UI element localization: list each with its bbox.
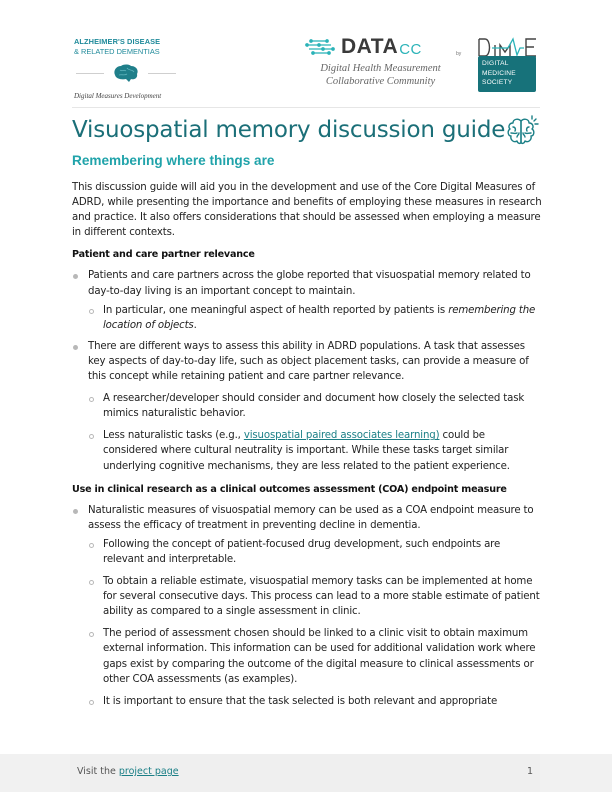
- intro-paragraph: This discussion guide will aid you in the development and use of the Core Digital Measures of ADRD, while presenting the importance and benefits of employing these measures in research and practice. It also offers considerations that should be assessed when employing a measure in different contexts.: [72, 182, 542, 239]
- emphasis-text: remembering the location of objects: [103, 304, 536, 331]
- list-item: To obtain a reliable estimate, visuospatial memory tasks can be implemented at home for several consecutive days. This process can lead to a more stable estimate of patient ability as compared to a single assessment in clinic.: [72, 574, 542, 619]
- hollow-bullet-icon: [89, 700, 94, 705]
- bullet-icon: [73, 345, 78, 350]
- bullet-icon: [73, 509, 78, 514]
- vpal-link[interactable]: visuospatial paired associates learning): [243, 430, 440, 442]
- clinical-research-list: [72, 503, 542, 709]
- hollow-bullet-icon: [89, 309, 94, 314]
- dime-badge: [478, 56, 536, 92]
- page-number: 1: [527, 766, 534, 777]
- divider: [76, 73, 104, 74]
- list-item: It is important to ensure that the task selected is both relevant and appropriate: [72, 694, 542, 709]
- project-page-link[interactable]: project page: [118, 766, 179, 777]
- hollow-bullet-icon: [89, 543, 94, 548]
- hollow-bullet-icon: [89, 580, 94, 585]
- page-title: Visuospatial memory discussion guide: [72, 117, 506, 143]
- adrd-logo-line2: & RELATED DEMENTIAS: [74, 47, 160, 56]
- dime-line1: DIGITAL: [482, 60, 509, 67]
- list-item: Less naturalistic tasks (e.g., visuospatial paired associates learning) could be considered where cultural neutrality is important. While these tasks target similar underlying cognitive mechanisms, they are less related to the patient experience.: [72, 428, 542, 473]
- list-item: Patients and care partners across the globe reported that visuospatial memory related to day-to-day living is an important concept to maintain. In particular, one meaningful aspect of health reported by patients is remembering the location of objects.: [72, 268, 542, 332]
- list-item: There are different ways to assess this ability in ADRD populations. A task that assesses key aspects of day-to-day life, such as object placement tasks, can provide a measure of this concept while retaining patient and care partner relevance. A researcher/developer should consider and document how closely the selected task mimics naturalistic behavior. Less naturalistic tasks (e.g., visuospatial paired associates learning) could be considered where cultural neutrality is important. While these tasks target similar underlying cognitive mechanisms, they are less related to the patient experience.: [72, 339, 542, 474]
- adrd-logo: [74, 37, 174, 100]
- dime-line3: SOCIETY: [482, 79, 513, 87]
- bullet-icon: [73, 274, 78, 279]
- datacc-subtitle-line2: Collaborative Community: [325, 76, 436, 87]
- brain-icon: [111, 63, 141, 83]
- hollow-bullet-icon: [89, 397, 94, 402]
- brain-spark-icon: [503, 113, 541, 151]
- document-body: [72, 180, 542, 712]
- footer-visit-text: Visit the project page: [77, 766, 179, 777]
- dime-logo: [478, 37, 538, 92]
- header-divider: [72, 107, 540, 108]
- list-item: A researcher/developer should consider and document how closely the selected task mimics naturalistic behavior.: [72, 391, 542, 421]
- hollow-bullet-icon: [89, 434, 94, 439]
- list-item: The period of assessment chosen should be linked to a clinic visit to obtain maximum external information. This information can be used for additional validation work where gaps exist by comparing the outcome of the digital measure to clinical assessments or other COA assessments (as examples).: [72, 626, 542, 686]
- circuit-lines-icon: [305, 39, 335, 55]
- datacc-wordmark: DATA: [341, 35, 399, 58]
- relevance-list: [72, 268, 542, 473]
- dime-wordmark-icon: [478, 37, 538, 57]
- list-item: In particular, one meaningful aspect of health reported by patients is remembering the location of objects.: [72, 303, 542, 333]
- list-item: Naturalistic measures of visuospatial memory can be used as a COA endpoint measure to assess the efficacy of treatment in preventing decline in dementia. Following the concept of patient-focused drug development, such endpoints are relevant and interpretable. To obtain a reliable estimate, visuospatial memory tasks can be implemented at home for several consecutive days. This process can lead to a more stable estimate of patient ability as compared to a single assessment in clinic. The period of assessment chosen should be linked to a clinic visit to obtain maximum external information. This information can be used for additional validation work where gaps exist by comparing the outcome of the digital measure to clinical assessments or other COA assessments (as examples). It is important to ensure that the task selected is both relevant and appropriate: [72, 503, 542, 709]
- page-footer: [0, 754, 612, 792]
- datacc-logo: [305, 36, 465, 88]
- adrd-logo-tagline: Digital Measures Development: [74, 92, 162, 100]
- datacc-wordmark-cc: CC: [399, 40, 422, 58]
- hollow-bullet-icon: [89, 632, 94, 637]
- datacc-subtitle-line1: Digital Health Measurement: [320, 63, 441, 74]
- page-subtitle: Remembering where things are: [72, 153, 275, 168]
- by-label: by: [456, 51, 462, 57]
- dime-line2: MEDICINE: [482, 69, 516, 77]
- section-heading-relevance: Patient and care partner relevance: [72, 249, 255, 261]
- list-item: Following the concept of patient-focused drug development, such endpoints are relevant and interpretable.: [72, 537, 542, 567]
- section-heading-clinical-research: Use in clinical research as a clinical outcomes assessment (COA) endpoint measure: [72, 483, 507, 495]
- adrd-logo-line1: ALZHEIMER'S DISEASE: [74, 37, 161, 46]
- divider: [148, 73, 176, 74]
